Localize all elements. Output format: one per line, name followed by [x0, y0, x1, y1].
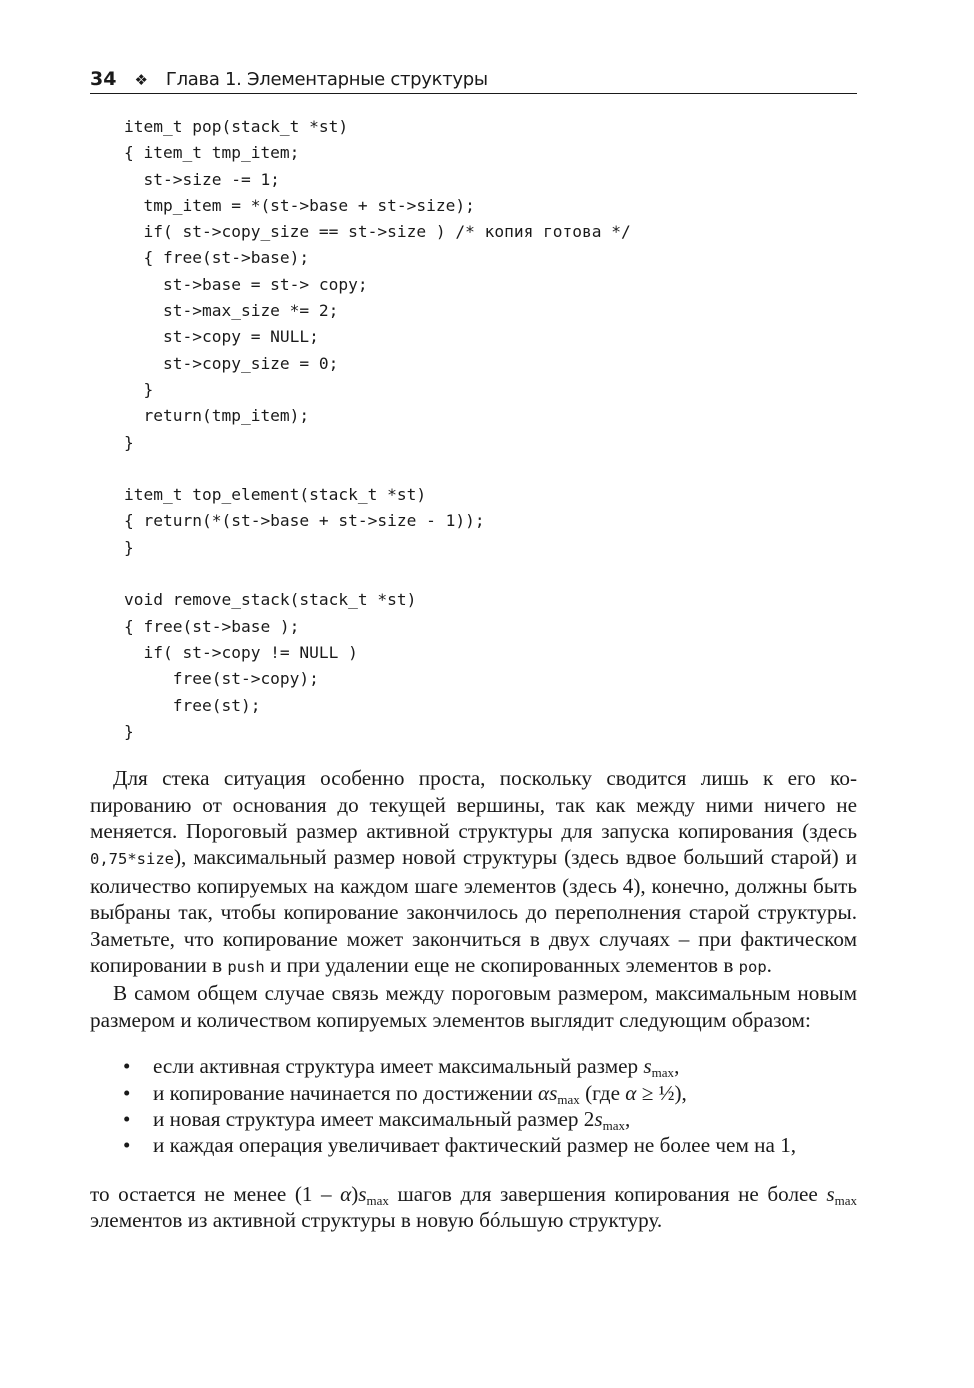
code-line: }: [124, 721, 134, 741]
code-line: }: [124, 537, 134, 557]
code-line: item_t pop(stack_t *st): [124, 117, 349, 136]
code-line: { free(st->base );: [124, 616, 300, 636]
inline-code: push: [227, 957, 265, 976]
code-line: if( st->copy != NULL ): [124, 642, 358, 662]
code-line: tmp_item = *(st->base + st->size);: [124, 195, 475, 215]
paragraph: В самом общем случае связь между пороговым размером, максимальным новым размером и количеством копируемых элементов выглядит следующим образом:: [90, 981, 857, 1032]
bullet-icon: •: [123, 1054, 131, 1079]
list-item: • если активная структура имеет максимальный размер $s_{max}$,: [123, 1054, 680, 1081]
code-line: { item_t tmp_item;: [124, 143, 300, 163]
code-blank-line: [124, 561, 857, 587]
code-line: free(st);: [124, 695, 261, 715]
chapter-title: Глава 1. Элементарные структуры: [165, 69, 488, 90]
code-line: if( st->copy_size == st->size ) /* копия готова */: [124, 222, 631, 242]
code-listing: [124, 114, 857, 745]
bullet-icon: •: [123, 1080, 131, 1105]
code-line: st->copy = NULL;: [124, 327, 319, 347]
page-number: 34: [90, 68, 117, 90]
paragraph: то остается не менее $(1 - \alpha)s_{max}$ шагов для завершения копирования не более $s_{max}$ элементов из активной структуры в новую бóльшую структуру.: [90, 1181, 857, 1233]
code-line: { return(*(st->base + st->size - 1));: [124, 511, 485, 531]
code-line: { free(st->base);: [124, 248, 310, 268]
bullet-list: [90, 1053, 857, 1159]
code-line: free(st->copy);: [124, 669, 319, 689]
list-item: • и копирование начинается по достижении $\alpha s_{max}$ (где α ≥ ½),: [123, 1080, 687, 1107]
list-item: • и новая структура имеет максимальный размер $2s_{max}$,: [123, 1107, 631, 1133]
book-page: [90, 68, 857, 1234]
paragraph: Для стека ситуация особенно проста, поскольку сводится лишь к его копированию от основания до текущей вершины, так как между ними ничего не меняется. Пороговый размер активной структуры для запуска копирования (здесь 0,75*size), максимальный размер новой структуры (здесь вдвое больший старой) и количество копируемых на каждом шаге элементов (здесь 4), конечно, должны быть выбраны так, чтобы копирование закончилось до переполнения старой структуры. Заметьте, что копирование может закончиться в двух случаях – при фактическом копировании в push и при удалении еще не скопированных элементов в pop.: [90, 766, 857, 977]
bullet-icon: •: [123, 1133, 131, 1158]
code-line: st->base = st-> copy;: [124, 274, 368, 294]
inline-code: pop: [738, 957, 767, 976]
body-text: [90, 765, 857, 1234]
code-line: }: [124, 432, 134, 452]
list-item: • и каждая операция увеличивает фактический размер не более чем на 1,: [123, 1133, 797, 1158]
code-blank-line: [124, 456, 857, 482]
code-line: return(tmp_item);: [124, 406, 310, 426]
code-line: st->max_size *= 2;: [124, 301, 339, 321]
code-line: st->copy_size = 0;: [124, 353, 339, 373]
code-line: item_t top_element(stack_t *st): [124, 485, 427, 505]
code-line: st->size -= 1;: [124, 169, 280, 189]
bullet-icon: •: [123, 1107, 131, 1131]
code-line: void remove_stack(stack_t *st): [124, 590, 417, 610]
code-line: }: [124, 379, 154, 399]
ornament-icon: ❖: [134, 71, 148, 89]
running-header: [90, 68, 857, 94]
inline-code: 0,75*size: [90, 850, 174, 869]
